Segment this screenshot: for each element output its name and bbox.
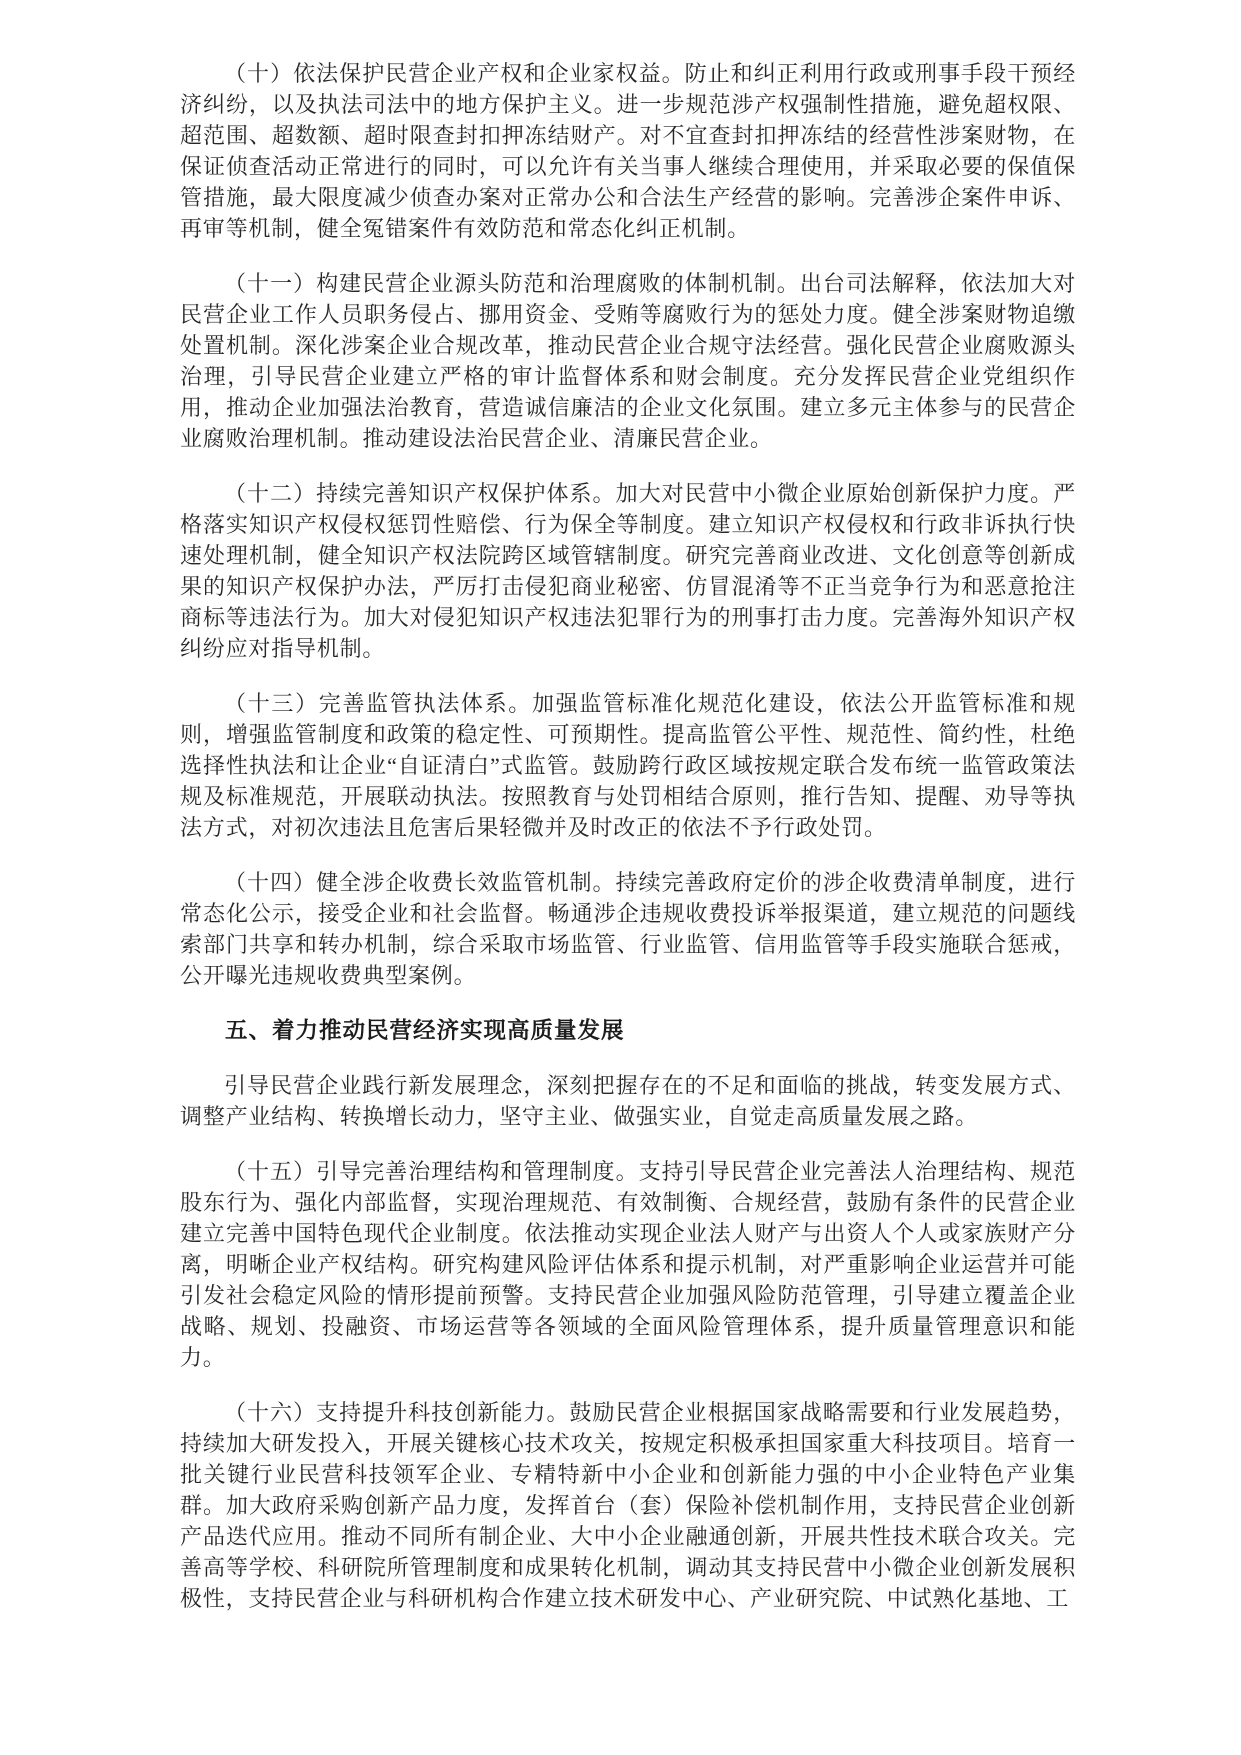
paragraph-item-15: （十五）引导完善治理结构和管理制度。支持引导民营企业完善法人治理结构、规范股东行为、强化内部监督，实现治理规范、有效制衡、合规经营，鼓励有条件的民营企业建立完善中国特色现代企业制度。依法推动实现企业法人财产与出资人个人或家族财产分离，明晰企业产权结构。研究构建风险评估体系和提示机制，对严重影响企业运营并可能引发社会稳定风险的情形提前预警。支持民营企业加强风险防范管理，引导建立覆盖企业战略、规划、投融资、市场运营等各领域的全面风险管理体系，提升质量管理意识和能力。 (180, 1159, 1076, 1370)
paragraph-item-13: （十三）完善监管执法体系。加强监管标准化规范化建设，依法公开监管标准和规则，增强监管制度和政策的稳定性、可预期性。提高监管公平性、规范性、简约性，杜绝选择性执法和让企业“自证清白”式监管。鼓励跨行政区域按规定联合发布统一监管政策法规及标准规范，开展联动执法。按照教育与处罚相结合原则，推行告知、提醒、劝导等执法方式，对初次违法且危害后果轻微并及时改正的依法不予行政处罚。 (180, 691, 1076, 840)
paragraph-item-14: （十四）健全涉企收费长效监管机制。持续完善政府定价的涉企收费清单制度，进行常态化公示，接受企业和社会监督。畅通涉企违规收费投诉举报渠道，建立规范的问题线索部门共享和转办机制，综合采取市场监管、行业监管、信用监管等手段实施联合惩戒，公开曝光违规收费典型案例。 (180, 870, 1076, 988)
section-5-intro-paragraph: 引导民营企业践行新发展理念，深刻把握存在的不足和面临的挑战，转变发展方式、调整产业结构、转换增长动力，坚守主业、做强实业，自觉走高质量发展之路。 (180, 1073, 1076, 1129)
paragraph-item-16: （十六）支持提升科技创新能力。鼓励民营企业根据国家战略需要和行业发展趋势，持续加大研发投入，开展关键核心技术攻关，按规定积极承担国家重大科技项目。培育一批关键行业民营科技领军企业、专精特新中小企业和创新能力强的中小企业特色产业集群。加大政府采购创新产品力度，发挥首台（套）保险补偿机制作用，支持民营企业创新产品迭代应用。推动不同所有制企业、大中小企业融通创新，开展共性技术联合攻关。完善高等学校、科研院所管理制度和成果转化机制，调动其支持民营中小微企业创新发展积极性，支持民营企业与科研机构合作建立技术研发中心、产业研究院、中试熟化基地、工 (180, 1400, 1076, 1611)
paragraph-item-12: （十二）持续完善知识产权保护体系。加大对民营中小微企业原始创新保护力度。严格落实知识产权侵权惩罚性赔偿、行为保全等制度。建立知识产权侵权和行政非诉执行快速处理机制，健全知识产权法院跨区域管辖制度。研究完善商业改进、文化创意等创新成果的知识产权保护办法，严厉打击侵犯商业秘密、仿冒混淆等不正当竞争行为和恶意抢注商标等违法行为。加大对侵犯知识产权违法犯罪行为的刑事打击力度。完善海外知识产权纠纷应对指导机制。 (180, 481, 1076, 661)
paragraph-item-10: （十）依法保护民营企业产权和企业家权益。防止和纠正利用行政或刑事手段干预经济纠纷，以及执法司法中的地方保护主义。进一步规范涉产权强制性措施，避免超权限、超范围、超数额、超时限查封扣押冻结财产。对不宜查封扣押冻结的经营性涉案财物，在保证侦查活动正常进行的同时，可以允许有关当事人继续合理使用，并采取必要的保值保管措施，最大限度减少侦查办案对正常办公和合法生产经营的影响。完善涉企案件申诉、再审等机制，健全冤错案件有效防范和常态化纠正机制。 (180, 61, 1076, 241)
section-heading-5: 五、着力推动民营经济实现高质量发展 (225, 1018, 625, 1043)
paragraph-item-11: （十一）构建民营企业源头防范和治理腐败的体制机制。出台司法解释，依法加大对民营企业工作人员职务侵占、挪用资金、受贿等腐败行为的惩处力度。健全涉案财物追缴处置机制。深化涉案企业合规改革，推动民营企业合规守法经营。强化民营企业腐败源头治理，引导民营企业建立严格的审计监督体系和财会制度。充分发挥民营企业党组织作用，推动企业加强法治教育，营造诚信廉洁的企业文化氛围。建立多元主体参与的民营企业腐败治理机制。推动建设法治民营企业、清廉民营企业。 (180, 271, 1076, 451)
document-body (180, 58, 1076, 1638)
